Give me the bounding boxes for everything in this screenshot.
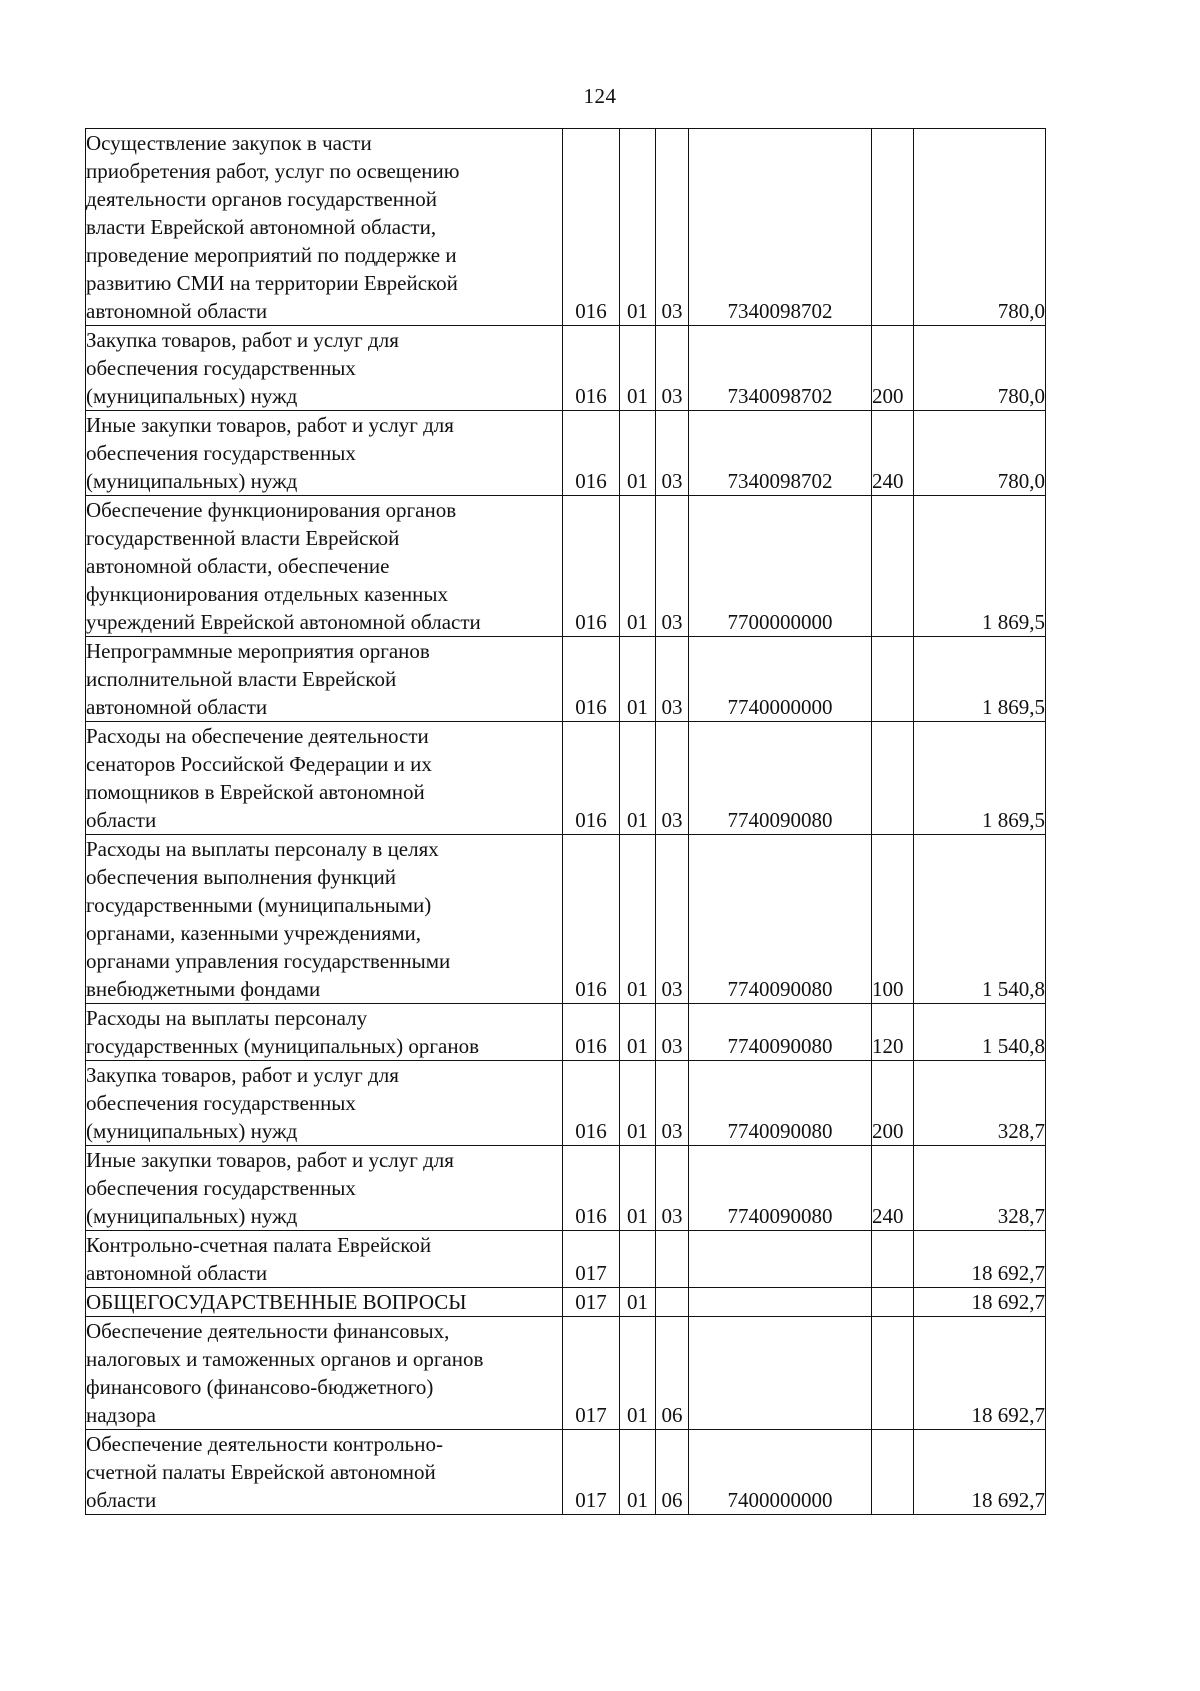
section-code-cell: 01 [620,637,656,722]
subsection-code-cell: 03 [656,1004,689,1061]
amount-cell: 1 869,5 [914,496,1046,637]
section-code-cell: 01 [620,1430,656,1515]
item-name-line: обеспечения выполнения функций [86,865,397,889]
item-name-line: автономной области [86,299,268,323]
target-article-cell: 7740090080 [689,1146,872,1231]
expense-type-cell [872,722,914,835]
budget-expenditure-table [85,128,1046,1515]
subsection-code-cell: 03 [656,722,689,835]
amount-cell: 18 692,7 [914,1430,1046,1515]
item-name-line: Расходы на обеспечение деятельности [86,724,429,748]
subsection-code-cell: 03 [656,326,689,411]
expense-type-cell [872,496,914,637]
table-row [86,1146,1046,1231]
amount-cell: 780,0 [914,326,1046,411]
item-name-line: функционирования отдельных казенных [86,582,449,606]
section-code-cell: 01 [620,129,656,326]
item-name-line: Расходы на выплаты персоналу [86,1006,368,1030]
item-name-line: сенаторов Российской Федерации и их [86,752,432,776]
item-name-line: обеспечения государственных [86,1091,356,1115]
subsection-code-cell: 03 [656,411,689,496]
item-name-cell [86,637,563,722]
target-article-cell: 7740090080 [689,1004,872,1061]
amount-cell: 1 869,5 [914,637,1046,722]
section-code-cell: 01 [620,1317,656,1430]
item-name-line: проведение мероприятий по поддержке и [86,243,457,267]
item-name-line: государственными (муниципальными) [86,893,432,917]
table-row [86,129,1046,326]
item-name-line: Контрольно-счетная палата Еврейской [86,1233,432,1257]
item-name-line: (муниципальных) нужд [86,469,298,493]
item-name-line: (муниципальных) нужд [86,1204,298,1228]
item-name-line: Закупка товаров, работ и услуг для [86,328,399,352]
item-name-line: деятельности органов государственной [86,187,437,211]
subsection-code-cell: 03 [656,496,689,637]
item-name-line: помощников в Еврейской автономной [86,780,425,804]
amount-cell: 780,0 [914,411,1046,496]
expense-type-cell: 100 [872,835,914,1004]
item-name-line: Обеспечение функционирования органов [86,498,457,522]
item-name-line: Обеспечение деятельности финансовых, [86,1319,450,1343]
table-row [86,1288,1046,1317]
grbs-code-cell: 016 [563,722,620,835]
item-name-line: обеспечения государственных [86,356,356,380]
item-name-line: Непрограммные мероприятия органов [86,639,430,663]
item-name-line: государственных (муниципальных) органов [86,1034,480,1058]
subsection-code-cell: 06 [656,1317,689,1430]
item-name-line: счетной палаты Еврейской автономной [86,1460,436,1484]
grbs-code-cell: 016 [563,1061,620,1146]
amount-cell: 1 540,8 [914,835,1046,1004]
grbs-code-cell: 016 [563,1146,620,1231]
section-code-cell: 01 [620,1004,656,1061]
item-name-line: приобретения работ, услуг по освещению [86,159,460,183]
item-name-line: автономной области, обеспечение [86,554,390,578]
expense-type-cell: 240 [872,411,914,496]
item-name-cell [86,1288,563,1317]
item-name-line: области [86,808,157,832]
grbs-code-cell: 016 [563,1004,620,1061]
item-name-line: внебюджетными фондами [86,977,321,1001]
item-name-line: (муниципальных) нужд [86,384,298,408]
item-name-cell [86,1061,563,1146]
section-code-cell: 01 [620,1146,656,1231]
item-name-cell [86,129,563,326]
target-article-cell [689,1288,872,1317]
table-row [86,496,1046,637]
section-code-cell: 01 [620,1061,656,1146]
target-article-cell: 7340098702 [689,129,872,326]
expense-type-cell [872,1231,914,1288]
grbs-code-cell: 017 [563,1317,620,1430]
grbs-code-cell: 016 [563,326,620,411]
item-name-line: обеспечения государственных [86,441,356,465]
target-article-cell: 7700000000 [689,496,872,637]
target-article-cell: 7400000000 [689,1430,872,1515]
grbs-code-cell: 017 [563,1430,620,1515]
table-row [86,1004,1046,1061]
section-code-cell: 01 [620,326,656,411]
grbs-code-cell: 016 [563,129,620,326]
item-name-line: области [86,1488,157,1512]
amount-cell: 1 869,5 [914,722,1046,835]
item-name-line: исполнительной власти Еврейской [86,667,397,691]
target-article-cell: 7740090080 [689,1061,872,1146]
item-name-line: Иные закупки товаров, работ и услуг для [86,1148,454,1172]
section-code-cell: 01 [620,496,656,637]
subsection-code-cell: 03 [656,1146,689,1231]
target-article-cell [689,1231,872,1288]
amount-cell: 1 540,8 [914,1004,1046,1061]
item-name-line: обеспечения государственных [86,1176,356,1200]
item-name-line: власти Еврейской автономной области, [86,215,437,239]
page-number: 124 [583,84,617,108]
section-code-cell: 01 [620,411,656,496]
expense-type-cell [872,1288,914,1317]
item-name-cell [86,835,563,1004]
grbs-code-cell: 017 [563,1231,620,1288]
amount-cell: 780,0 [914,129,1046,326]
item-name-line: надзора [86,1403,156,1427]
section-code-cell: 01 [620,835,656,1004]
item-name-line: органами, казенными учреждениями, [86,921,422,945]
table-row [86,326,1046,411]
subsection-code-cell: 03 [656,1061,689,1146]
item-name-line: государственной власти Еврейской [86,526,400,550]
amount-cell: 18 692,7 [914,1317,1046,1430]
expense-type-cell: 240 [872,1146,914,1231]
subsection-code-cell [656,1231,689,1288]
expense-type-cell [872,637,914,722]
item-name-cell [86,1430,563,1515]
table-body [86,129,1046,1515]
grbs-code-cell: 016 [563,411,620,496]
item-name-line: автономной области [86,695,268,719]
item-name-cell [86,1004,563,1061]
table-row [86,1061,1046,1146]
table-row [86,1430,1046,1515]
table-row [86,411,1046,496]
grbs-code-cell: 016 [563,496,620,637]
expense-type-cell: 200 [872,1061,914,1146]
item-name-line: Закупка товаров, работ и услуг для [86,1063,399,1087]
table-row [86,835,1046,1004]
item-name-cell [86,1146,563,1231]
item-name-cell [86,722,563,835]
target-article-cell: 7740090080 [689,722,872,835]
item-name-line: учреждений Еврейской автономной области [86,610,481,634]
target-article-cell: 7740000000 [689,637,872,722]
subsection-code-cell: 03 [656,835,689,1004]
expense-type-cell [872,1430,914,1515]
target-article-cell: 7340098702 [689,411,872,496]
item-name-cell [86,326,563,411]
item-name-cell [86,1317,563,1430]
table-row [86,637,1046,722]
item-name-line: налоговых и таможенных органов и органов [86,1347,484,1371]
subsection-code-cell: 03 [656,129,689,326]
expense-type-cell [872,1317,914,1430]
item-name-line: Обеспечение деятельности контрольно- [86,1432,443,1456]
target-article-cell: 7340098702 [689,326,872,411]
item-name-line: Иные закупки товаров, работ и услуг для [86,413,454,437]
item-name-line: автономной области [86,1261,268,1285]
expense-type-cell: 200 [872,326,914,411]
item-name-cell [86,411,563,496]
item-name-line: Осуществление закупок в части [86,131,372,155]
item-name-cell [86,496,563,637]
table-row [86,1231,1046,1288]
amount-cell: 328,7 [914,1061,1046,1146]
section-code-cell: 01 [620,722,656,835]
subsection-code-cell: 03 [656,637,689,722]
item-name-line: органами управления государственными [86,949,451,973]
item-name-line: ОБЩЕГОСУДАРСТВЕННЫЕ ВОПРОСЫ [86,1290,467,1314]
item-name-line: финансового (финансово-бюджетного) [86,1375,434,1399]
section-code-cell: 01 [620,1288,656,1317]
grbs-code-cell: 016 [563,835,620,1004]
target-article-cell: 7740090080 [689,835,872,1004]
item-name-line: (муниципальных) нужд [86,1119,298,1143]
expense-type-cell: 120 [872,1004,914,1061]
amount-cell: 18 692,7 [914,1288,1046,1317]
expense-type-cell [872,129,914,326]
table-row [86,1317,1046,1430]
grbs-code-cell: 016 [563,637,620,722]
item-name-line: развитию СМИ на территории Еврейской [86,271,458,295]
table-row [86,722,1046,835]
subsection-code-cell: 06 [656,1430,689,1515]
item-name-cell [86,1231,563,1288]
amount-cell: 328,7 [914,1146,1046,1231]
target-article-cell [689,1317,872,1430]
section-code-cell [620,1231,656,1288]
amount-cell: 18 692,7 [914,1231,1046,1288]
subsection-code-cell [656,1288,689,1317]
item-name-line: Расходы на выплаты персоналу в целях [86,837,439,861]
grbs-code-cell: 017 [563,1288,620,1317]
